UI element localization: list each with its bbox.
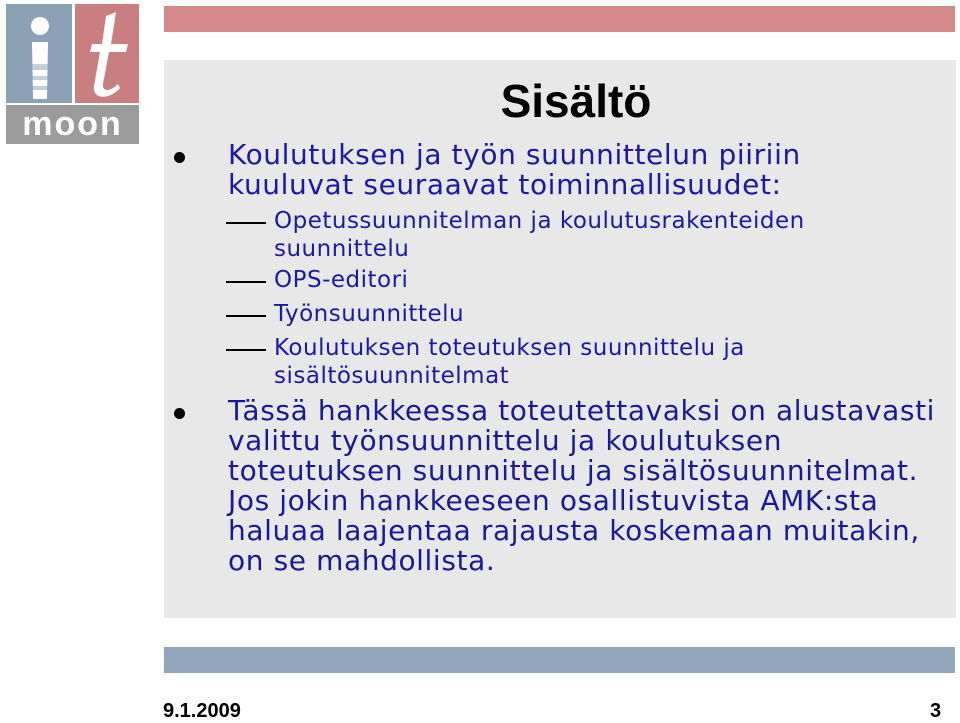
sub-item-3: Työnsuunnittelu xyxy=(274,301,465,327)
slide-content xyxy=(164,60,956,618)
bullet-text-1: Koulutuksen ja työn suunnittelun piiriin kuuluvat seuraavat toiminnallisuudet: xyxy=(228,138,801,201)
bullet-icon xyxy=(174,152,185,163)
dash-icon xyxy=(226,349,266,351)
dash-icon xyxy=(226,222,266,224)
sub-item-4: Koulutuksen toteutuksen suunnittelu ja sisältösuunnitelmat xyxy=(274,335,745,389)
sub-item-2: OPS-editori xyxy=(274,267,409,293)
footer-date: 9.1.2009 xyxy=(163,700,241,722)
logo-letters-icon xyxy=(6,4,139,104)
page-number: 3 xyxy=(930,700,942,722)
itmoon-logo xyxy=(6,4,139,144)
dash-icon xyxy=(226,281,266,283)
bottom-accent-bar xyxy=(164,647,955,673)
top-accent-bar xyxy=(164,6,955,32)
bullet-text-2: Tässä hankkeessa toteutettavaksi on alustavasti valittu työnsuunnittelu ja koulutuksen toteutuksen suunnittelu ja sisältösuunnitelmat. Jos jokin hankkeeseen osallistuvista AMK:sta haluaa laajentaa rajausta koskemaan muitakin, on se mahdollista. xyxy=(228,394,936,577)
slide-title: Sisältö xyxy=(500,75,652,127)
dash-icon xyxy=(226,315,266,317)
sub-item-1: Opetussuunnitelman ja koulutusrakenteiden suunnittelu xyxy=(274,208,805,262)
bullet-icon xyxy=(174,408,185,419)
logo-word: moon xyxy=(22,105,123,143)
